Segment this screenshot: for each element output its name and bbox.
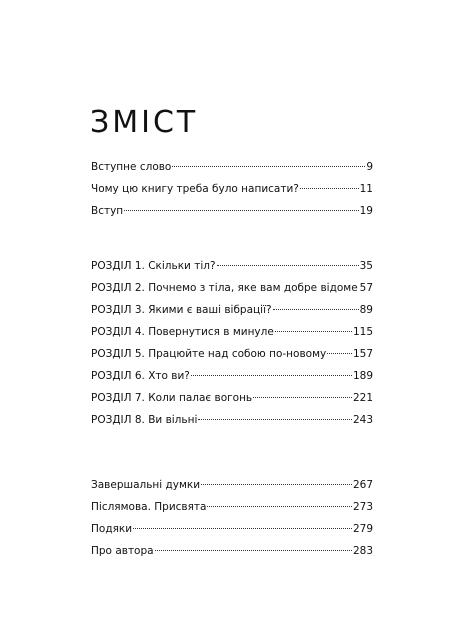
dot-leader bbox=[133, 528, 352, 529]
dot-leader bbox=[327, 353, 352, 354]
dot-leader bbox=[275, 331, 352, 332]
toc-entry-label: Вступ bbox=[91, 205, 124, 217]
toc-page-number: 273 bbox=[352, 501, 373, 513]
toc-entry-label: РОЗДІЛ 1. Скільки тіл? bbox=[91, 260, 216, 272]
toc-page-number: 35 bbox=[359, 260, 373, 272]
toc-page-number: 115 bbox=[352, 326, 373, 338]
dot-leader bbox=[124, 210, 358, 211]
toc-entry-label: РОЗДІЛ 8. Ви вільні bbox=[91, 414, 198, 426]
dot-leader bbox=[207, 506, 351, 507]
toc-entry-label: РОЗДІЛ 6. Хто ви? bbox=[91, 370, 190, 382]
toc-entry-label: Післямова. Присвята bbox=[91, 501, 207, 513]
dot-leader bbox=[172, 166, 365, 167]
toc-entry-label: РОЗДІЛ 2. Почнемо з тіла, яке вам добре відоме bbox=[91, 282, 358, 294]
dot-leader bbox=[273, 309, 359, 310]
page-title: ЗМІСТ bbox=[90, 105, 199, 141]
toc-page-number: 89 bbox=[359, 304, 373, 316]
toc-entry-label: Вступне слово bbox=[91, 161, 172, 173]
toc-page-number: 157 bbox=[352, 348, 373, 360]
toc-entry-label: РОЗДІЛ 4. Повернутися в минуле bbox=[91, 326, 274, 338]
toc-entry-why-this-book[interactable] bbox=[91, 178, 373, 200]
toc-entry-chapter-1[interactable] bbox=[91, 255, 373, 277]
toc-page-number: 267 bbox=[352, 479, 373, 491]
dot-leader bbox=[201, 484, 352, 485]
toc-page-number: 189 bbox=[352, 370, 373, 382]
toc-entry-label: Подяки bbox=[91, 523, 133, 535]
toc-entry-label: Про автора bbox=[91, 545, 154, 557]
toc-entry-chapter-2[interactable] bbox=[91, 277, 373, 299]
toc-entry-chapter-3[interactable] bbox=[91, 299, 373, 321]
toc-entry-label: РОЗДІЛ 7. Коли палає вогонь bbox=[91, 392, 253, 404]
toc-page-number: 279 bbox=[352, 523, 373, 535]
toc-entry-chapter-5[interactable] bbox=[91, 343, 373, 365]
toc-page-number: 221 bbox=[352, 392, 373, 404]
dot-leader bbox=[217, 265, 359, 266]
toc-entry-introduction[interactable] bbox=[91, 200, 373, 222]
toc-front-matter bbox=[91, 156, 373, 222]
dot-leader bbox=[155, 550, 352, 551]
toc-entry-afterword[interactable] bbox=[91, 496, 373, 518]
toc-entry-chapter-6[interactable] bbox=[91, 365, 373, 387]
toc-back-matter bbox=[91, 474, 373, 562]
toc-page-number: 57 bbox=[359, 282, 374, 294]
toc-entry-label: Завершальні думки bbox=[91, 479, 201, 491]
toc-entry-about-author[interactable] bbox=[91, 540, 373, 562]
toc-page-number: 11 bbox=[359, 183, 373, 195]
toc-entry-chapter-8[interactable] bbox=[91, 409, 373, 431]
toc-page-number: 243 bbox=[352, 414, 373, 426]
toc-entry-acknowledgements[interactable] bbox=[91, 518, 373, 540]
toc-page-number: 9 bbox=[366, 161, 373, 173]
toc-page-number: 283 bbox=[352, 545, 373, 557]
dot-leader bbox=[300, 188, 359, 189]
toc-entry-final-thoughts[interactable] bbox=[91, 474, 373, 496]
toc-entry-chapter-4[interactable] bbox=[91, 321, 373, 343]
toc-chapters bbox=[91, 255, 373, 431]
toc-entry-chapter-7[interactable] bbox=[91, 387, 373, 409]
toc-entry-label: Чому цю книгу треба було написати? bbox=[91, 183, 299, 195]
toc-page-number: 19 bbox=[359, 205, 373, 217]
dot-leader bbox=[198, 419, 352, 420]
toc-entry-foreword[interactable] bbox=[91, 156, 373, 178]
dot-leader bbox=[191, 375, 352, 376]
toc-entry-label: РОЗДІЛ 5. Працюйте над собою по-новому bbox=[91, 348, 327, 360]
dot-leader bbox=[253, 397, 352, 398]
toc-entry-label: РОЗДІЛ 3. Якими є ваші вібрації? bbox=[91, 304, 272, 316]
